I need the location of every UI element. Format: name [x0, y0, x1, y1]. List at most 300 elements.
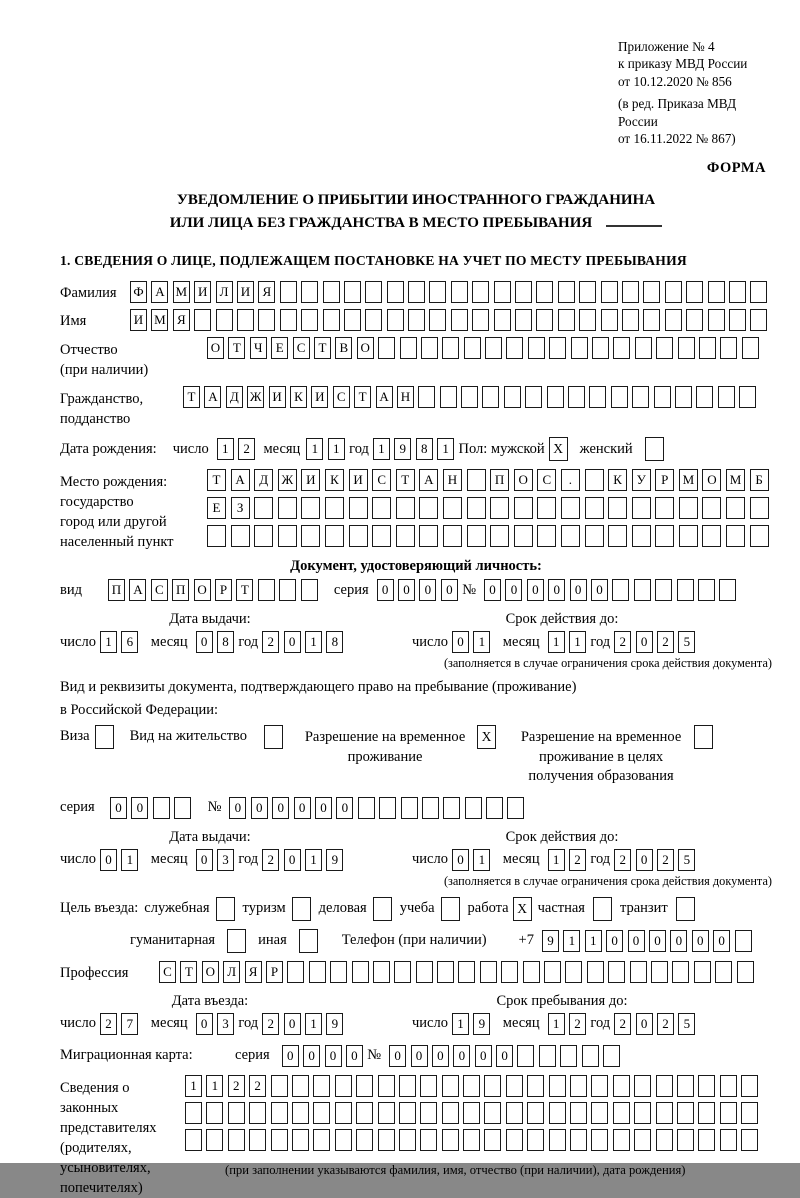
char-cell[interactable] — [515, 281, 532, 303]
temp-residence-education-checkbox[interactable] — [694, 725, 713, 749]
char-cell[interactable] — [515, 309, 532, 331]
char-cell[interactable] — [249, 1102, 266, 1124]
char-cell[interactable] — [651, 961, 668, 983]
char-cell[interactable] — [571, 337, 588, 359]
char-cell[interactable] — [399, 1075, 416, 1097]
char-cell[interactable]: П — [490, 469, 509, 491]
birth-place-row-1[interactable] — [207, 469, 773, 491]
char-cell[interactable]: 0 — [453, 1045, 470, 1067]
char-cell[interactable] — [656, 337, 673, 359]
char-cell[interactable]: О — [357, 337, 374, 359]
char-cell[interactable] — [358, 797, 375, 819]
char-cell[interactable] — [742, 337, 759, 359]
char-cell[interactable] — [527, 1102, 544, 1124]
char-cell[interactable] — [608, 497, 627, 519]
char-cell[interactable]: 0 — [452, 849, 469, 871]
char-cell[interactable] — [429, 281, 446, 303]
char-cell[interactable] — [549, 337, 566, 359]
char-cell[interactable] — [506, 1129, 523, 1151]
char-cell[interactable]: С — [151, 579, 168, 601]
birth-day-cells[interactable] — [217, 438, 260, 460]
char-cell[interactable] — [464, 337, 481, 359]
char-cell[interactable]: 6 — [121, 631, 138, 653]
char-cell[interactable] — [313, 1102, 330, 1124]
char-cell[interactable]: 3 — [217, 1013, 234, 1035]
char-cell[interactable] — [589, 386, 606, 408]
char-cell[interactable] — [419, 525, 438, 547]
char-cell[interactable] — [568, 386, 585, 408]
residence-series-cells[interactable] — [110, 797, 196, 819]
char-cell[interactable]: 1 — [185, 1075, 202, 1097]
citizenship-cells[interactable] — [183, 386, 761, 408]
char-cell[interactable]: 1 — [548, 631, 565, 653]
char-cell[interactable]: 0 — [251, 797, 268, 819]
char-cell[interactable]: 0 — [505, 579, 522, 601]
char-cell[interactable]: 1 — [305, 1013, 322, 1035]
char-cell[interactable]: 0 — [570, 579, 587, 601]
char-cell[interactable] — [237, 309, 254, 331]
char-cell[interactable] — [458, 961, 475, 983]
char-cell[interactable] — [365, 309, 382, 331]
purpose-humanitarian-checkbox[interactable] — [227, 929, 246, 953]
char-cell[interactable]: 0 — [336, 797, 353, 819]
char-cell[interactable] — [279, 579, 296, 601]
char-cell[interactable] — [601, 281, 618, 303]
doc-issue-day-cells[interactable] — [100, 631, 143, 653]
char-cell[interactable] — [349, 497, 368, 519]
char-cell[interactable] — [485, 337, 502, 359]
char-cell[interactable]: А — [129, 579, 146, 601]
doc-series-cells[interactable] — [377, 579, 463, 601]
doc-issue-year-cells[interactable] — [262, 631, 348, 653]
char-cell[interactable]: 8 — [326, 631, 343, 653]
char-cell[interactable] — [527, 1129, 544, 1151]
char-cell[interactable] — [206, 1129, 223, 1151]
char-cell[interactable] — [506, 337, 523, 359]
char-cell[interactable] — [702, 525, 721, 547]
birth-place-row-3[interactable] — [207, 525, 773, 547]
char-cell[interactable]: . — [561, 469, 580, 491]
char-cell[interactable]: О — [202, 961, 219, 983]
char-cell[interactable]: З — [231, 497, 250, 519]
char-cell[interactable] — [608, 961, 625, 983]
char-cell[interactable] — [718, 386, 735, 408]
char-cell[interactable]: 0 — [196, 849, 213, 871]
char-cell[interactable] — [494, 281, 511, 303]
char-cell[interactable]: 1 — [305, 631, 322, 653]
doc-issue-month-cells[interactable] — [196, 631, 239, 653]
char-cell[interactable] — [715, 961, 732, 983]
char-cell[interactable]: 0 — [591, 579, 608, 601]
char-cell[interactable]: 0 — [398, 579, 415, 601]
char-cell[interactable] — [292, 1129, 309, 1151]
char-cell[interactable] — [352, 961, 369, 983]
char-cell[interactable]: 2 — [100, 1013, 117, 1035]
doc-number-cells[interactable] — [484, 579, 741, 601]
char-cell[interactable]: 1 — [373, 438, 390, 460]
char-cell[interactable]: П — [108, 579, 125, 601]
char-cell[interactable] — [601, 309, 618, 331]
char-cell[interactable] — [408, 309, 425, 331]
char-cell[interactable] — [558, 281, 575, 303]
char-cell[interactable] — [708, 281, 725, 303]
char-cell[interactable]: 1 — [206, 1075, 223, 1097]
char-cell[interactable] — [335, 1102, 352, 1124]
char-cell[interactable]: 9 — [326, 849, 343, 871]
char-cell[interactable] — [729, 281, 746, 303]
char-cell[interactable]: 1 — [563, 930, 580, 952]
char-cell[interactable]: 0 — [441, 579, 458, 601]
char-cell[interactable] — [643, 281, 660, 303]
char-cell[interactable] — [467, 497, 486, 519]
char-cell[interactable]: В — [335, 337, 352, 359]
residence-expiry-month-cells[interactable] — [548, 849, 591, 871]
char-cell[interactable]: Д — [254, 469, 273, 491]
char-cell[interactable] — [694, 961, 711, 983]
char-cell[interactable]: Я — [258, 281, 275, 303]
char-cell[interactable]: 0 — [452, 631, 469, 653]
char-cell[interactable] — [344, 281, 361, 303]
char-cell[interactable] — [750, 281, 767, 303]
char-cell[interactable]: 2 — [614, 849, 631, 871]
char-cell[interactable] — [231, 525, 250, 547]
char-cell[interactable] — [153, 797, 170, 819]
char-cell[interactable]: 5 — [678, 849, 695, 871]
char-cell[interactable] — [720, 1129, 737, 1151]
char-cell[interactable] — [608, 525, 627, 547]
char-cell[interactable] — [514, 497, 533, 519]
char-cell[interactable] — [254, 497, 273, 519]
sex-female-checkbox[interactable] — [645, 437, 664, 461]
char-cell[interactable] — [472, 309, 489, 331]
char-cell[interactable] — [613, 1075, 630, 1097]
char-cell[interactable]: Т — [183, 386, 200, 408]
birth-place-row-2[interactable] — [207, 497, 773, 519]
char-cell[interactable]: С — [333, 386, 350, 408]
char-cell[interactable] — [720, 1075, 737, 1097]
char-cell[interactable] — [373, 961, 390, 983]
representatives-row-3[interactable] — [185, 1129, 763, 1151]
char-cell[interactable] — [280, 281, 297, 303]
char-cell[interactable]: 1 — [473, 849, 490, 871]
char-cell[interactable] — [378, 337, 395, 359]
char-cell[interactable]: 0 — [196, 1013, 213, 1035]
char-cell[interactable] — [301, 525, 320, 547]
char-cell[interactable] — [271, 1075, 288, 1097]
char-cell[interactable] — [467, 525, 486, 547]
residence-issue-year-cells[interactable] — [262, 849, 348, 871]
char-cell[interactable] — [207, 525, 226, 547]
purpose-work-checkbox[interactable]: X — [513, 897, 532, 921]
char-cell[interactable] — [726, 497, 745, 519]
char-cell[interactable] — [356, 1075, 373, 1097]
char-cell[interactable]: И — [194, 281, 211, 303]
char-cell[interactable]: Л — [223, 961, 240, 983]
char-cell[interactable] — [437, 961, 454, 983]
char-cell[interactable] — [372, 497, 391, 519]
char-cell[interactable]: Ч — [250, 337, 267, 359]
residence-issue-day-cells[interactable] — [100, 849, 143, 871]
char-cell[interactable]: 2 — [657, 1013, 674, 1035]
char-cell[interactable]: 2 — [262, 631, 279, 653]
char-cell[interactable] — [421, 337, 438, 359]
char-cell[interactable] — [592, 337, 609, 359]
char-cell[interactable] — [467, 469, 486, 491]
purpose-other-checkbox[interactable] — [299, 929, 318, 953]
char-cell[interactable]: 9 — [326, 1013, 343, 1035]
char-cell[interactable] — [537, 525, 556, 547]
char-cell[interactable]: Д — [226, 386, 243, 408]
char-cell[interactable]: 0 — [419, 579, 436, 601]
char-cell[interactable] — [174, 797, 191, 819]
entry-month-cells[interactable] — [196, 1013, 239, 1035]
char-cell[interactable] — [585, 525, 604, 547]
char-cell[interactable]: 0 — [527, 579, 544, 601]
char-cell[interactable] — [365, 281, 382, 303]
visa-checkbox[interactable] — [95, 725, 114, 749]
char-cell[interactable] — [536, 281, 553, 303]
char-cell[interactable]: 0 — [325, 1045, 342, 1067]
char-cell[interactable] — [622, 309, 639, 331]
char-cell[interactable] — [678, 337, 695, 359]
char-cell[interactable]: Т — [396, 469, 415, 491]
char-cell[interactable]: Б — [750, 469, 769, 491]
purpose-tourism-checkbox[interactable] — [292, 897, 311, 921]
char-cell[interactable]: Е — [207, 497, 226, 519]
char-cell[interactable] — [442, 337, 459, 359]
char-cell[interactable] — [672, 961, 689, 983]
char-cell[interactable]: М — [173, 281, 190, 303]
char-cell[interactable] — [702, 497, 721, 519]
char-cell[interactable] — [451, 309, 468, 331]
char-cell[interactable]: М — [151, 309, 168, 331]
char-cell[interactable] — [696, 386, 713, 408]
char-cell[interactable]: 1 — [452, 1013, 469, 1035]
char-cell[interactable]: О — [194, 579, 211, 601]
char-cell[interactable] — [484, 1075, 501, 1097]
char-cell[interactable]: 1 — [100, 631, 117, 653]
char-cell[interactable]: 0 — [196, 631, 213, 653]
char-cell[interactable] — [585, 497, 604, 519]
char-cell[interactable] — [228, 1129, 245, 1151]
char-cell[interactable] — [565, 961, 582, 983]
char-cell[interactable] — [719, 579, 736, 601]
char-cell[interactable]: Я — [173, 309, 190, 331]
char-cell[interactable] — [216, 309, 233, 331]
char-cell[interactable] — [278, 497, 297, 519]
char-cell[interactable]: 0 — [713, 930, 730, 952]
char-cell[interactable] — [422, 797, 439, 819]
entry-day-cells[interactable] — [100, 1013, 143, 1035]
char-cell[interactable]: 2 — [228, 1075, 245, 1097]
char-cell[interactable] — [378, 1129, 395, 1151]
char-cell[interactable] — [679, 497, 698, 519]
char-cell[interactable] — [611, 386, 628, 408]
char-cell[interactable] — [514, 525, 533, 547]
char-cell[interactable] — [325, 525, 344, 547]
char-cell[interactable] — [686, 309, 703, 331]
char-cell[interactable]: 3 — [217, 849, 234, 871]
char-cell[interactable]: 0 — [606, 930, 623, 952]
char-cell[interactable] — [501, 961, 518, 983]
char-cell[interactable]: Я — [245, 961, 262, 983]
char-cell[interactable]: К — [325, 469, 344, 491]
char-cell[interactable] — [655, 525, 674, 547]
char-cell[interactable]: 0 — [636, 631, 653, 653]
char-cell[interactable]: 2 — [657, 631, 674, 653]
char-cell[interactable] — [528, 337, 545, 359]
char-cell[interactable] — [325, 497, 344, 519]
stay-day-cells[interactable] — [452, 1013, 495, 1035]
char-cell[interactable] — [440, 386, 457, 408]
char-cell[interactable]: И — [269, 386, 286, 408]
char-cell[interactable]: 0 — [636, 1013, 653, 1035]
char-cell[interactable]: 2 — [262, 849, 279, 871]
char-cell[interactable]: 0 — [548, 579, 565, 601]
char-cell[interactable] — [301, 309, 318, 331]
char-cell[interactable]: 0 — [272, 797, 289, 819]
char-cell[interactable]: 1 — [121, 849, 138, 871]
char-cell[interactable]: А — [151, 281, 168, 303]
char-cell[interactable]: 0 — [282, 1045, 299, 1067]
char-cell[interactable]: 1 — [305, 849, 322, 871]
char-cell[interactable] — [613, 1102, 630, 1124]
residence-number-cells[interactable] — [229, 797, 528, 819]
char-cell[interactable]: 0 — [229, 797, 246, 819]
char-cell[interactable] — [622, 281, 639, 303]
char-cell[interactable] — [506, 1102, 523, 1124]
migration-series-cells[interactable] — [282, 1045, 368, 1067]
doc-type-cells[interactable] — [108, 579, 322, 601]
char-cell[interactable] — [443, 497, 462, 519]
char-cell[interactable]: Т — [228, 337, 245, 359]
char-cell[interactable] — [258, 579, 275, 601]
char-cell[interactable] — [249, 1129, 266, 1151]
char-cell[interactable]: Р — [655, 469, 674, 491]
char-cell[interactable]: 7 — [121, 1013, 138, 1035]
char-cell[interactable] — [634, 1075, 651, 1097]
char-cell[interactable]: 5 — [678, 631, 695, 653]
char-cell[interactable] — [677, 579, 694, 601]
char-cell[interactable]: Р — [266, 961, 283, 983]
char-cell[interactable]: 0 — [636, 849, 653, 871]
char-cell[interactable]: М — [726, 469, 745, 491]
entry-year-cells[interactable] — [262, 1013, 348, 1035]
char-cell[interactable]: 0 — [100, 849, 117, 871]
char-cell[interactable]: И — [311, 386, 328, 408]
char-cell[interactable] — [451, 281, 468, 303]
char-cell[interactable]: 1 — [328, 438, 345, 460]
char-cell[interactable] — [387, 281, 404, 303]
char-cell[interactable] — [228, 1102, 245, 1124]
char-cell[interactable] — [750, 497, 769, 519]
char-cell[interactable]: Р — [215, 579, 232, 601]
patronymic-cells[interactable] — [207, 337, 763, 359]
char-cell[interactable] — [309, 961, 326, 983]
char-cell[interactable] — [544, 961, 561, 983]
char-cell[interactable] — [494, 309, 511, 331]
char-cell[interactable]: С — [159, 961, 176, 983]
char-cell[interactable]: 0 — [110, 797, 127, 819]
char-cell[interactable] — [560, 1045, 577, 1067]
char-cell[interactable] — [665, 281, 682, 303]
char-cell[interactable] — [698, 579, 715, 601]
purpose-private-checkbox[interactable] — [593, 897, 612, 921]
char-cell[interactable] — [194, 309, 211, 331]
char-cell[interactable]: О — [207, 337, 224, 359]
temp-residence-checkbox[interactable]: X — [477, 725, 496, 749]
representatives-row-1[interactable] — [185, 1075, 763, 1097]
char-cell[interactable] — [630, 961, 647, 983]
sex-male-checkbox[interactable]: X — [549, 437, 568, 461]
doc-expiry-month-cells[interactable] — [548, 631, 591, 653]
char-cell[interactable]: Е — [271, 337, 288, 359]
residence-expiry-year-cells[interactable] — [614, 849, 700, 871]
profession-cells[interactable] — [159, 961, 758, 983]
residence-permit-checkbox[interactable] — [264, 725, 283, 749]
char-cell[interactable] — [463, 1129, 480, 1151]
char-cell[interactable] — [591, 1075, 608, 1097]
char-cell[interactable] — [632, 386, 649, 408]
purpose-study-checkbox[interactable] — [441, 897, 460, 921]
char-cell[interactable]: К — [290, 386, 307, 408]
char-cell[interactable] — [292, 1075, 309, 1097]
char-cell[interactable]: 0 — [389, 1045, 406, 1067]
char-cell[interactable] — [323, 281, 340, 303]
phone-cells[interactable] — [542, 930, 756, 952]
char-cell[interactable] — [517, 1045, 534, 1067]
purpose-transit-checkbox[interactable] — [676, 897, 695, 921]
doc-expiry-year-cells[interactable] — [614, 631, 700, 653]
char-cell[interactable]: 2 — [569, 849, 586, 871]
char-cell[interactable] — [443, 797, 460, 819]
char-cell[interactable] — [420, 1129, 437, 1151]
char-cell[interactable]: К — [608, 469, 627, 491]
char-cell[interactable] — [484, 1129, 501, 1151]
char-cell[interactable]: 2 — [238, 438, 255, 460]
char-cell[interactable] — [570, 1129, 587, 1151]
char-cell[interactable] — [677, 1102, 694, 1124]
char-cell[interactable] — [271, 1102, 288, 1124]
char-cell[interactable] — [698, 1129, 715, 1151]
char-cell[interactable] — [655, 579, 672, 601]
char-cell[interactable] — [465, 797, 482, 819]
char-cell[interactable] — [506, 1075, 523, 1097]
char-cell[interactable]: И — [301, 469, 320, 491]
char-cell[interactable]: С — [293, 337, 310, 359]
char-cell[interactable] — [698, 1102, 715, 1124]
char-cell[interactable]: 2 — [569, 1013, 586, 1035]
char-cell[interactable] — [258, 309, 275, 331]
char-cell[interactable]: 1 — [548, 1013, 565, 1035]
char-cell[interactable]: И — [130, 309, 147, 331]
char-cell[interactable] — [735, 930, 752, 952]
char-cell[interactable] — [654, 386, 671, 408]
char-cell[interactable] — [401, 797, 418, 819]
char-cell[interactable]: 9 — [394, 438, 411, 460]
char-cell[interactable] — [301, 579, 318, 601]
char-cell[interactable] — [750, 525, 769, 547]
char-cell[interactable] — [679, 525, 698, 547]
char-cell[interactable]: Т — [314, 337, 331, 359]
char-cell[interactable] — [335, 1129, 352, 1151]
char-cell[interactable] — [254, 525, 273, 547]
char-cell[interactable] — [558, 309, 575, 331]
char-cell[interactable] — [400, 337, 417, 359]
char-cell[interactable] — [737, 961, 754, 983]
residence-issue-month-cells[interactable] — [196, 849, 239, 871]
char-cell[interactable]: О — [702, 469, 721, 491]
